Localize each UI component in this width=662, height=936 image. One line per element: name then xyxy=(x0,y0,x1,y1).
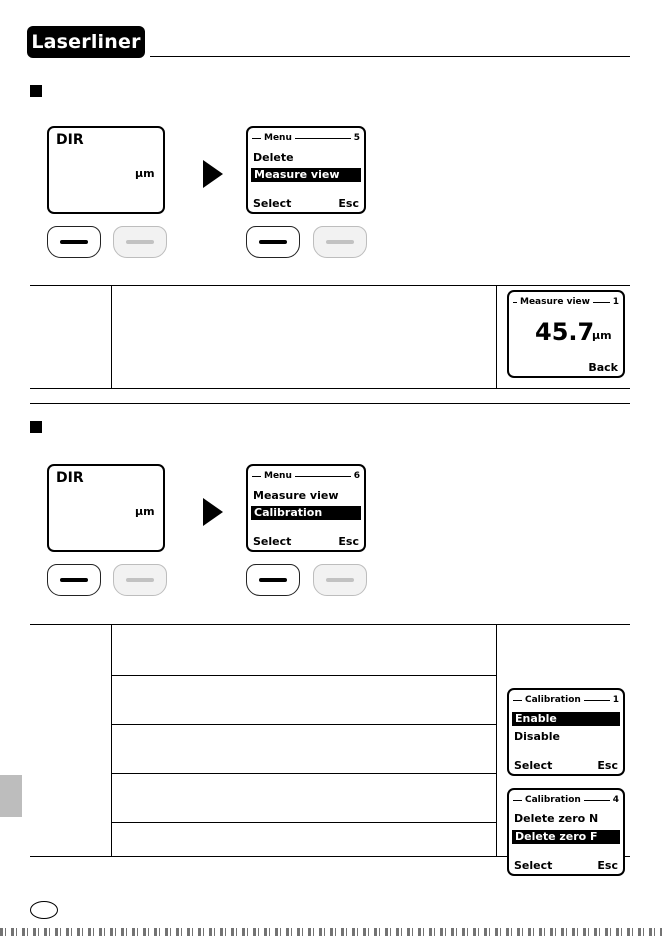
section-marker xyxy=(30,85,42,97)
softkey-left-label: Select xyxy=(514,759,553,772)
table-rule-top xyxy=(30,285,630,286)
arrow-right-icon xyxy=(203,498,223,526)
footer-strip xyxy=(0,928,662,936)
table-row-rule xyxy=(111,675,496,676)
softkey-left-button[interactable] xyxy=(246,226,300,258)
table-row-rule xyxy=(111,724,496,725)
calibration-screen xyxy=(507,788,625,876)
section-rule xyxy=(30,403,630,404)
calibration-screen xyxy=(507,688,625,776)
table-row-rule xyxy=(111,773,496,774)
device-screen-menu xyxy=(246,464,366,552)
screen-unit-label: µm xyxy=(135,505,155,518)
table-row-rule xyxy=(111,822,496,823)
menu-item-selected: Delete zero F xyxy=(512,830,620,844)
measurement-unit: µm xyxy=(592,329,612,342)
softkey-right-button xyxy=(313,226,367,258)
softkey-right-label: Back xyxy=(588,361,618,374)
softkey-left-label: Select xyxy=(514,859,553,872)
softkey-right-button xyxy=(113,564,167,596)
softkey-right-button xyxy=(313,564,367,596)
menu-item-selected: Calibration xyxy=(251,506,361,520)
softkey-left-label: Select xyxy=(253,197,292,210)
menu-title: Menu xyxy=(261,132,295,144)
calibration-title: Calibration xyxy=(522,694,584,706)
screen-dir-label: DIR xyxy=(56,132,84,148)
device-screen-main xyxy=(47,126,165,214)
brand-logo: Laserliner xyxy=(27,26,145,58)
section-marker xyxy=(30,421,42,433)
menu-title: Menu xyxy=(261,470,295,482)
menu-item-selected: Measure view xyxy=(251,168,361,182)
softkey-right-button xyxy=(113,226,167,258)
softkey-right-label: Esc xyxy=(597,859,618,872)
softkey-left-label: Select xyxy=(253,535,292,548)
table-rule-top xyxy=(30,624,630,625)
measure-view-title: Measure view xyxy=(517,296,593,308)
table-divider xyxy=(496,624,497,856)
measurement-value: 45.7 xyxy=(535,318,595,346)
softkey-left-button[interactable] xyxy=(246,564,300,596)
table-rule-bottom xyxy=(30,388,630,389)
softkey-left-button[interactable] xyxy=(47,564,101,596)
measure-view-number: 1 xyxy=(610,296,619,308)
softkey-right-label: Esc xyxy=(338,535,359,548)
calibration-number: 1 xyxy=(610,694,619,706)
menu-number: 5 xyxy=(351,132,360,144)
header-rule xyxy=(150,56,630,57)
menu-number: 6 xyxy=(351,470,360,482)
device-screen-menu xyxy=(246,126,366,214)
menu-item-selected: Enable xyxy=(512,712,620,726)
chapter-tab xyxy=(0,775,22,817)
calibration-title: Calibration xyxy=(522,794,584,806)
menu-item: Measure view xyxy=(253,489,339,502)
arrow-right-icon xyxy=(203,160,223,188)
screen-unit-label: µm xyxy=(135,167,155,180)
table-divider xyxy=(111,285,112,388)
menu-item: Delete xyxy=(253,151,294,164)
menu-item: Delete zero N xyxy=(514,812,599,825)
menu-item: Disable xyxy=(514,730,560,743)
screen-dir-label: DIR xyxy=(56,470,84,486)
table-divider xyxy=(496,285,497,388)
device-screen-main xyxy=(47,464,165,552)
calibration-number: 4 xyxy=(610,794,619,806)
softkey-right-label: Esc xyxy=(338,197,359,210)
language-badge-oval xyxy=(30,901,58,919)
softkey-right-label: Esc xyxy=(597,759,618,772)
softkey-left-button[interactable] xyxy=(47,226,101,258)
measure-view-screen xyxy=(507,290,625,378)
